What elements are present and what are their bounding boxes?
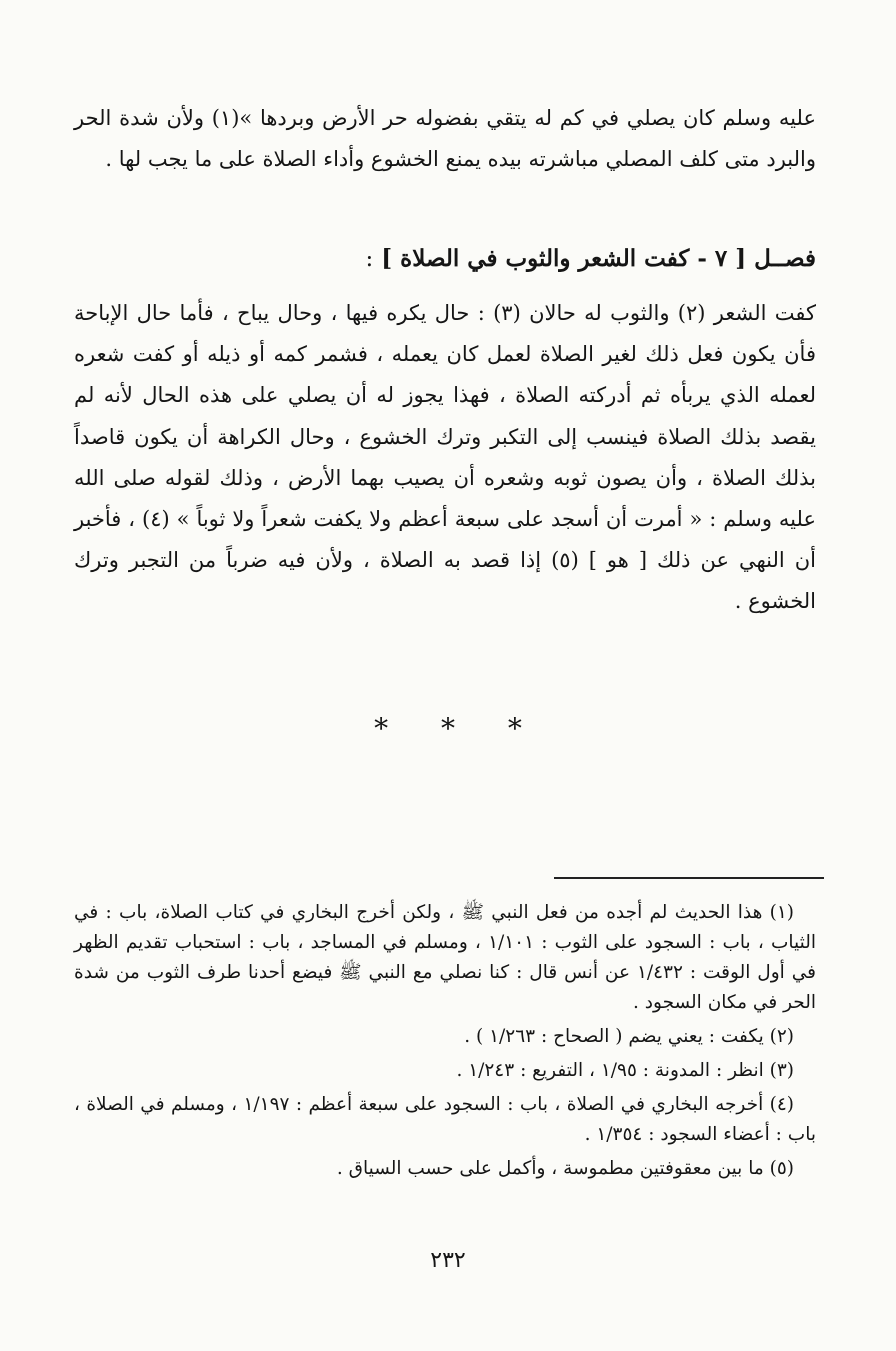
main-paragraph-1 [74,98,816,180]
footnote-4: (٤) أخرجه البخاري في الصلاة ، باب : السجود على سبعة أعظم : ١/١٩٧ ، ومسلم في الصلاة ، باب : أعضاء السجود : ١/٣٥٤ . [74,1094,816,1145]
page-number: ٢٣٢ [430,1248,466,1273]
section-heading [74,238,816,280]
star-ornament: * [441,712,455,745]
paragraph-text: كفت الشعر (٢) والثوب له حالان (٣) : حال يكره فيها ، وحال يباح ، فأما حال الإباحة فأن يكون فعل ذلك لغير الصلاة لعمل كان يعمله ، فشمر كمه أو ذيله أو كفت شعره لعمله الذي يربأه ثم أدركته الصلاة ، فهذا يجوز له أن يصلي على هذه الحال لأنه لم يقصد بذلك الصلاة فينسب إلى التكبر وترك الخشوع ، وحال الكراهة أن يكون قاصداً بذلك الصلاة ، وأن يصون ثوبه وشعره أن يصيب بهما الأرض ، وذلك لقوله صلى الله عليه وسلم : « أمرت أن أسجد على سبعة أعظم ولا يكفت شعراً ولا ثوباً » (٤) ، فأخبر أن النهي عن ذلك [ هو ] (٥) إذا قصد به الصلاة ، ولأن فيه ضرباً من التجبر وترك الخشوع . [74,301,816,614]
star-ornament: * [507,712,522,745]
section-divider-stars [0,712,896,745]
footnote-separator [554,877,824,879]
footnote-2: (٢) يكفت : يعني يضم ( الصحاح : ١/٢٦٣ ) . [464,1026,794,1047]
footnote-1: (١) هذا الحديث لم أجده من فعل النبي ﷺ ، ولكن أخرج البخاري في كتاب الصلاة، باب : في الثياب ، باب : السجود على الثوب : ١/١٠١ ، ومسلم في المساجد ، باب : استحباب تقديم الظهر في أول الوقت : ١/٤٣٢ عن أنس قال : كنا نصلي مع النبي ﷺ فيضع أحدنا طرف الثوب من شدة الحر في مكان السجود . [74,902,816,1013]
section-title: فصــل [ ٧ - كفت الشعر والثوب في الصلاة ] [381,245,816,272]
footnote-3: (٣) انظر : المدونة : ١/٩٥ ، التفريع : ١/٢٤٣ . [456,1060,794,1081]
star-ornament: * [374,712,389,745]
footnote-5: (٥) ما بين معقوفتين مطموسة ، وأكمل على حسب السياق . [336,1158,794,1179]
footnotes [74,898,816,1188]
main-paragraph-2 [74,293,816,623]
paragraph-text: عليه وسلم كان يصلي في كم له يتقي بفضوله حر الأرض وبردها »(١) ولأن شدة الحر والبرد متى كلف المصلي مباشرته بيده يمنع الخشوع وأداء الصلاة على ما يجب لها . [74,106,816,171]
section-colon: : [365,246,374,272]
